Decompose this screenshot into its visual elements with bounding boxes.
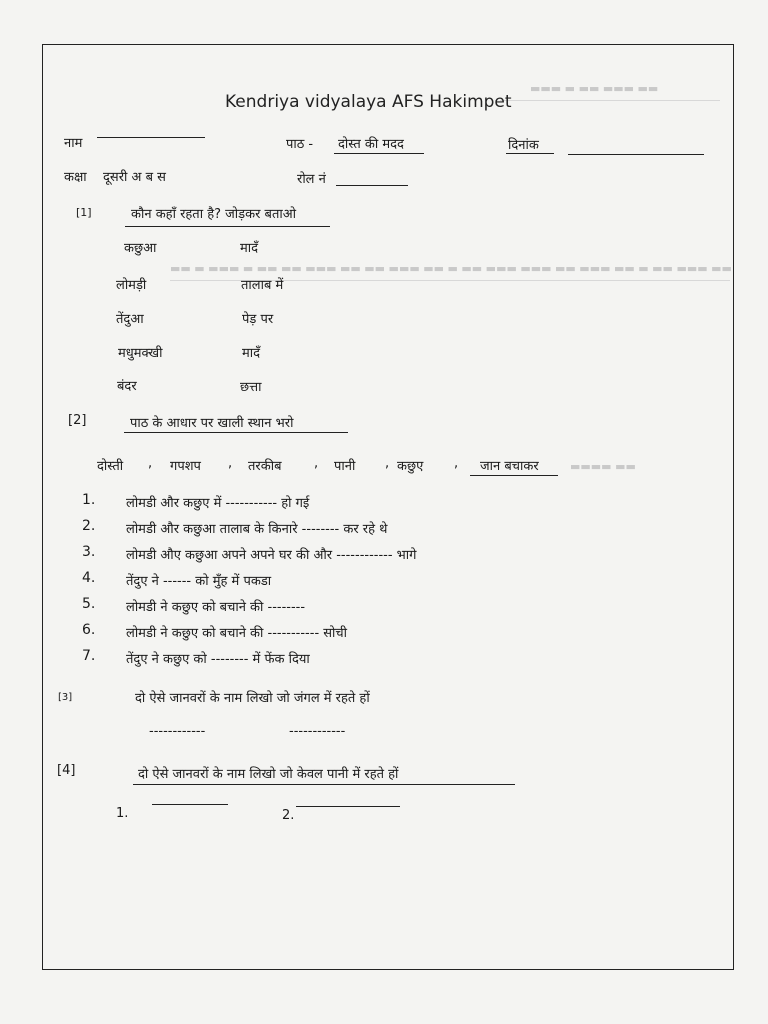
q2-item-text: लोमडी ने कछुए को बचाने की -------- [126,600,306,615]
q2-item-text: लोमडी और कछुए में ----------- हो गई [126,496,310,511]
lesson-value: दोस्त की मदद [338,137,404,152]
word-bank-underline [470,475,558,476]
roll-blank [336,185,408,186]
q1-prompt-underline [125,226,330,227]
name-label: नाम [64,136,83,151]
q4-prompt-underline [133,784,515,785]
q2-number: [2] [68,413,87,428]
bleed-through-text: ▬▬▬▬ ▬▬ [570,460,636,473]
word-bank-separator: , [228,456,233,471]
q2-item-number: 2. [82,518,96,534]
q4-prompt: दो ऐसे जानवरों के नाम लिखो जो केवल पानी में रहते हों [138,767,399,782]
bleed-through-text: ▬▬ ▬ ▬▬▬ ▬ ▬▬ ▬▬ ▬▬▬ ▬▬ ▬▬ ▬▬▬ ▬▬ ▬ ▬▬ ▬▬▬ ▬▬▬ ▬▬ ▬▬▬ ▬▬ ▬ ▬▬ ▬▬▬ ▬▬ [170,262,732,275]
q2-prompt: पाठ के आधार पर खाली स्थान भरो [130,416,294,431]
class-label: कक्षा [64,170,87,185]
q4-number: [4] [57,763,76,778]
q1-left-item: बंदर [117,379,137,394]
q2-item-number: 3. [82,544,96,560]
q2-item-text: तेंदुए ने कछुए को -------- में फेंक दिया [126,652,310,667]
q4-answer-line [152,804,228,805]
q2-word-bank-item: तरकीब [248,459,282,474]
class-value: दूसरी अ ब स [103,170,166,185]
word-bank-separator: , [314,456,319,471]
q2-word-bank-item: कछुए [397,459,424,474]
q1-right-item: छत्ता [240,380,262,395]
q1-number: [1] [76,206,92,219]
q2-item-text: लोमडी ने कछुए को बचाने की ----------- सोची [126,626,348,641]
q2-word-bank-item: जान बचाकर [480,459,539,474]
q2-item-text: तेंदुए ने ------ को मुँह में पकडा [126,574,272,589]
q3-prompt: दो ऐसे जानवरों के नाम लिखो जो जंगल में रहते हों [135,691,370,706]
q1-right-item: पेड़ पर [242,312,274,327]
q2-item-number: 4. [82,570,96,586]
q1-left-item: कछुआ [124,241,157,256]
q2-item-number: 1. [82,492,96,508]
q4-answer-line [296,806,400,807]
lesson-underline [334,153,424,154]
name-blank [97,137,205,138]
q1-right-item: मादँ [240,241,259,256]
bleed-through-text: ▬▬▬ ▬ ▬▬ ▬▬▬ ▬▬ [530,82,659,95]
date-blank [568,154,704,155]
q2-item-number: 5. [82,596,96,612]
q3-number: [3] [58,692,73,703]
page-title: Kendriya vidyalaya AFS Hakimpet [225,92,512,112]
q3-answer-blank: ------------ [289,724,346,739]
q3-answer-blank: ------------ [149,724,206,739]
date-label: दिनांक [508,138,539,153]
q1-right-item: मादँ [242,346,261,361]
word-bank-separator: , [148,456,153,471]
q2-word-bank-item: गपशप [170,459,201,474]
q2-word-bank-item: दोस्ती [97,459,124,474]
q2-item-text: लोमडी और कछुआ तालाब के किनारे -------- कर रहे थे [126,522,388,537]
q1-left-item: मधुमक्खी [118,346,163,361]
q4-answer-label: 2. [282,808,295,823]
q2-word-bank-item: पानी [334,459,356,474]
q1-left-item: लोमड़ी [116,278,147,293]
date-underline [506,153,554,154]
word-bank-separator: , [454,456,459,471]
q2-item-text: लोमडी औए कछुआ अपने अपने घर की और ------------ भागे [126,548,417,563]
q1-left-item: तेंदुआ [116,312,144,327]
q4-answer-label: 1. [116,806,129,821]
q1-prompt: कौन कहाँ रहता है? जोड़कर बताओ [131,207,297,222]
roll-label: रोल नं [297,172,326,187]
word-bank-separator: , [385,456,390,471]
lesson-label: पाठ - [286,137,314,152]
q1-right-item: तालाब में [241,278,284,293]
q2-prompt-underline [124,432,348,433]
q2-item-number: 7. [82,648,96,664]
q2-item-number: 6. [82,622,96,638]
